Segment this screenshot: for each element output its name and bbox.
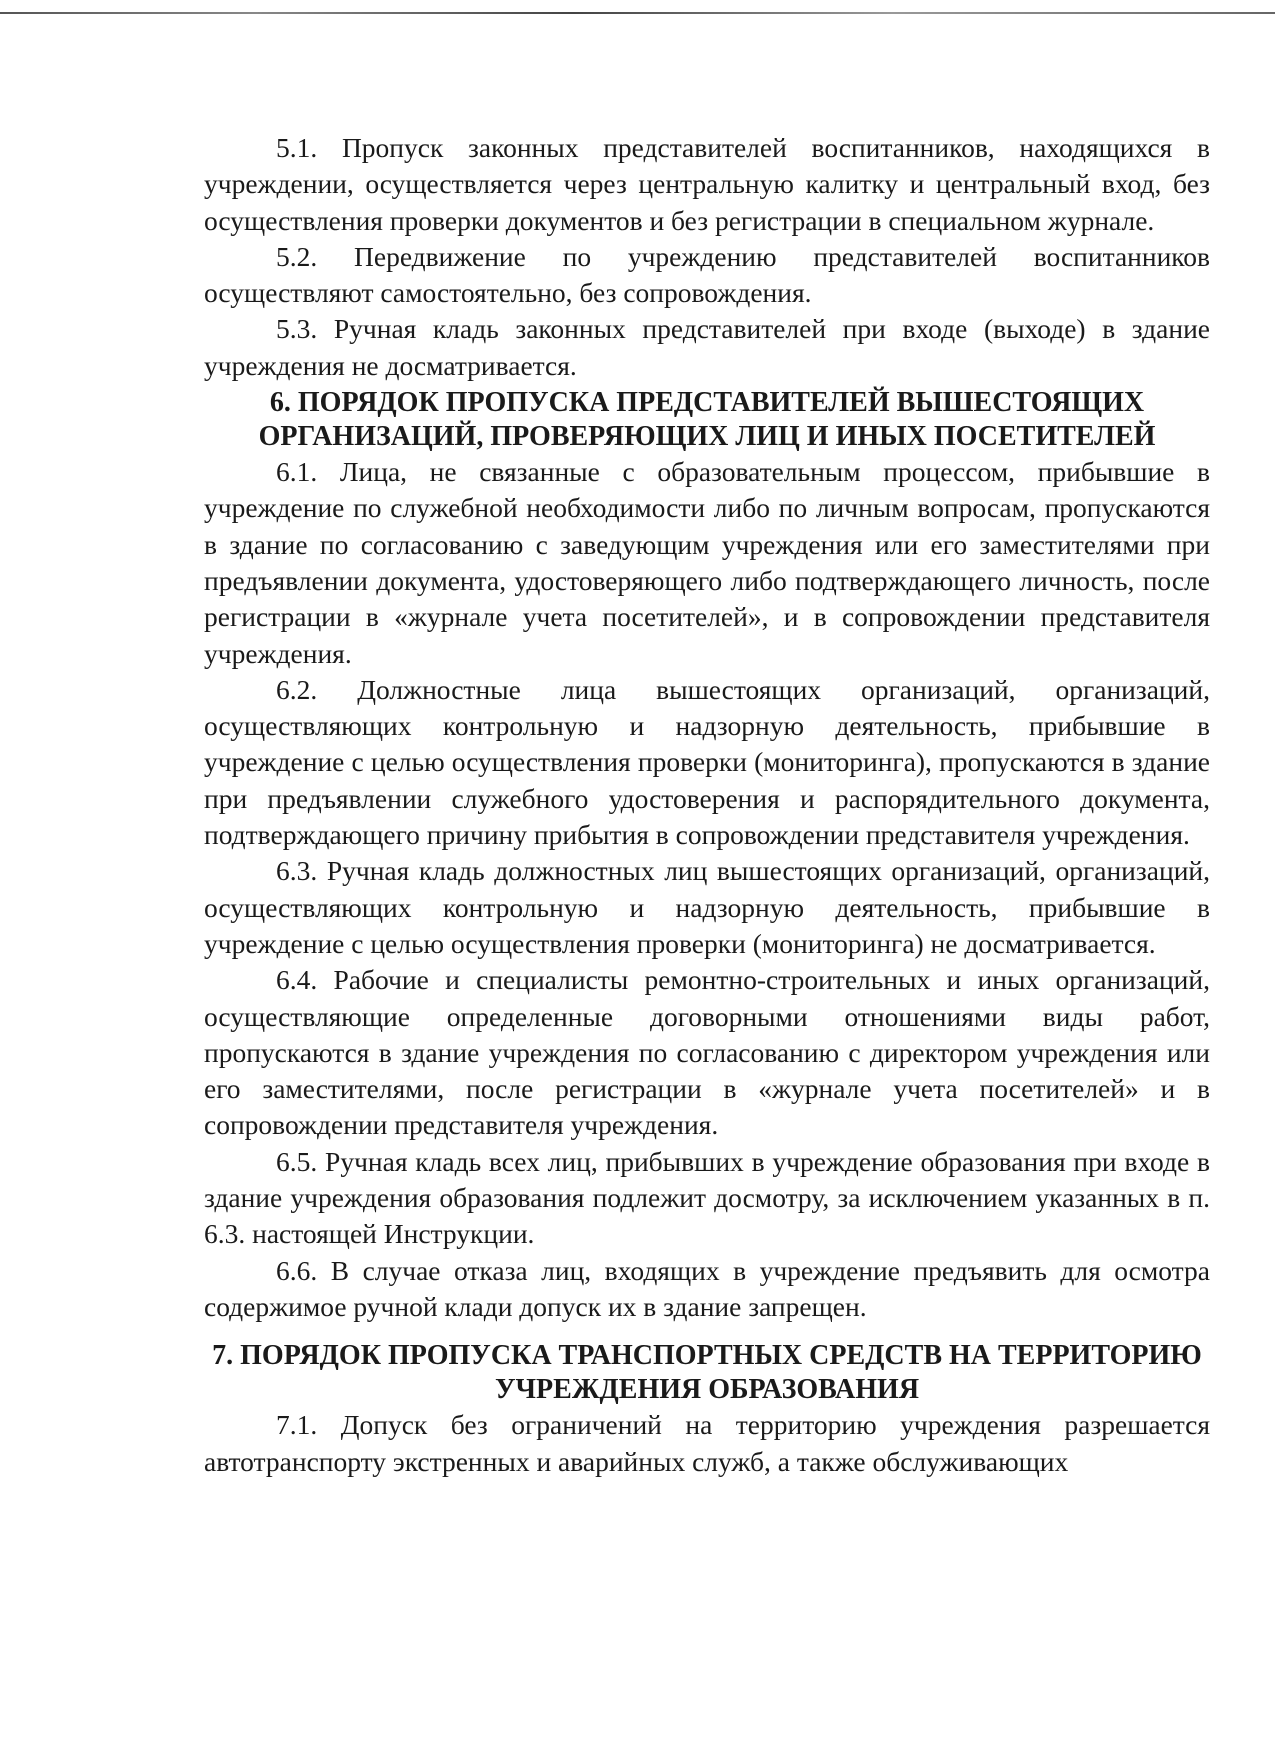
paragraph-6-3: 6.3. Ручная кладь должностных лиц вышестоящих организаций, организаций, осуществляющих контрольную и надзорную деятельность, прибывшие в учреждение с целью осуществления проверки (мониторинга) не досматривается. [204, 855, 1210, 959]
document-page [204, 130, 1210, 1480]
paragraph-6-5: 6.5. Ручная кладь всех лиц, прибывших в учреждение образования при входе в здание учреждения образования подлежит досмотру, за исключением указанных в п. 6.3. настоящей Инструкции. [204, 1145, 1210, 1250]
paragraph-6-6: 6.6. В случае отказа лиц, входящих в учреждение предъявить для осмотра содержимое ручной клади допуск их в здание запрещен. [204, 1254, 1210, 1322]
paragraph-6-4: 6.4. Рабочие и специалисты ремонтно-строительных и иных организаций, осуществляющие определенные договорными отношениями виды работ, пропускаются в здание учреждения по согласованию с директором учреждения или его заместителями, после регистрации в «журнале учета посетителей» и в сопровождении представителя учреждения. [204, 964, 1210, 1141]
paragraph-7-1: 7.1. Допуск без ограничений на территорию учреждения разрешается автотранспорту экстренных и аварийных служб, а также обслуживающих [204, 1409, 1210, 1477]
section-7-heading: 7. ПОРЯДОК ПРОПУСКА ТРАНСПОРТНЫХ СРЕДСТВ НА ТЕРРИТОРИЮ УЧРЕЖДЕНИЯ ОБРАЗОВАНИЯ [212, 1340, 1202, 1406]
section-6-heading: 6. ПОРЯДОК ПРОПУСКА ПРЕДСТАВИТЕЛЕЙ ВЫШЕСТОЯЩИХ ОРГАНИЗАЦИЙ, ПРОВЕРЯЮЩИХ ЛИЦ И ИНЫХ ПОСЕТИТЕЛЕЙ [258, 387, 1156, 453]
top-scan-rule [0, 12, 1275, 14]
paragraph-5-1: 5.1. Пропуск законных представителей воспитанников, находящихся в учреждении, осуществляется через центральную калитку и центральный вход, без осуществления проверки документов и без регистрации в специальном журнале. [204, 132, 1210, 236]
paragraph-6-1: 6.1. Лица, не связанные с образовательным процессом, прибывшие в учреждение по служебной необходимости либо по личным вопросам, пропускаются в здание по согласованию с заведующим учреждения или его заместителями при предъявлении документа, удостоверяющего либо подтверждающего личность, после регистрации в «журнале учета посетителей», и в сопровождении представителя учреждения. [204, 456, 1210, 669]
paragraph-6-2: 6.2. Должностные лица вышестоящих организаций, организаций, осуществляющих контрольную и надзорную деятельность, прибывшие в учреждение с целью осуществления проверки (мониторинга), пропускаются в здание при предъявлении служебного удостоверения и распорядительного документа, подтверждающего причину прибытия в сопровождении представителя учреждения. [204, 673, 1210, 851]
paragraph-5-2: 5.2. Передвижение по учреждению представителей воспитанников осуществляют самостоятельно, без сопровождения. [204, 240, 1210, 309]
paragraph-5-3: 5.3. Ручная кладь законных представителей при входе (выходе) в здание учреждения не досматривается. [204, 313, 1210, 381]
